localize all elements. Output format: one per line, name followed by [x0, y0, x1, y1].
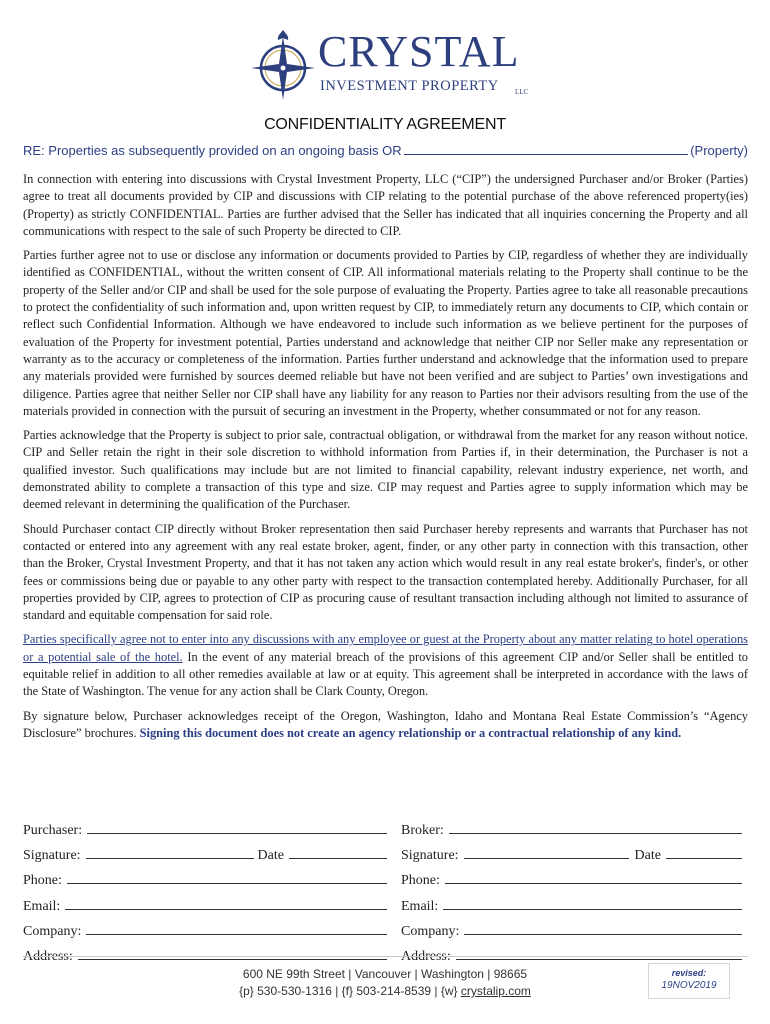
broker-company-input[interactable]	[464, 918, 742, 935]
broker-label: Broker:	[401, 823, 444, 838]
purchaser-email-field	[23, 893, 401, 918]
footer-contact: {p} 530-530-1316 | {f} 503-214-8539 | {w}	[239, 984, 461, 998]
broker-company-label: Company:	[401, 923, 460, 939]
purchaser-company-input[interactable]	[86, 918, 387, 935]
form-row-company	[23, 918, 748, 943]
document-title: CONFIDENTIALITY AGREEMENT	[264, 116, 506, 133]
purchaser-phone-input[interactable]	[67, 867, 387, 884]
broker-input[interactable]	[449, 817, 742, 834]
re-suffix: (Property)	[690, 143, 748, 158]
agreement-body	[23, 171, 748, 749]
broker-email-label: Email:	[401, 898, 439, 914]
property-blank-field[interactable]	[404, 142, 689, 155]
logo-llc: LLC	[515, 88, 529, 96]
no-contact-clause-link[interactable]: Parties specifically agree not to enter into any discussions with any employee or guest at the Property about any matter relating to hotel operations or a potential sale of the hotel.	[23, 632, 748, 664]
form-row-email	[23, 893, 748, 918]
paragraph-acknowledgement	[23, 708, 748, 743]
acknowledgement-text: By signature below, Purchaser acknowledges receipt of the Oregon, Washington, Idaho and Montana Real Estate Commission’s “Agency Disclosure” brochures.	[23, 708, 748, 740]
re-prefix: RE: Properties as subsequently provided on an ongoing basis OR	[23, 143, 402, 158]
paragraph-prior-sale: Parties acknowledge that the Property is subject to prior sale, contractual obligation, or withdrawal from the market for any reason without notice. CIP and Seller retain the right in their sole discretion to withhold information from Parties if, in their determination, the Purchaser is not a qualified investor. Such qualifications may include but are not limited to financial capability, relevant industry experience, net worth, and demonstrated ability to complete a transaction of this type and size. CIP may request and Parties agree to supply information which may be deemed relevant in determining the qualification of the Purchaser.	[23, 428, 748, 512]
purchaser-input[interactable]	[87, 817, 387, 834]
form-row-signature	[23, 842, 748, 867]
compass-star-icon	[250, 28, 316, 106]
purchaser-date-input[interactable]	[289, 842, 387, 859]
signature-form	[23, 817, 748, 968]
breach-text: In the event of any material breach of the provisions of this agreement CIP and/or Seller shall be entitled to equitable relief in addition to all other remedies available at law or at equity. This agreement shall be interpreted in accordance with the laws of the State of Washington. The venue for any action shall be Clark County, Oregon.	[23, 649, 749, 699]
broker-email-field	[401, 893, 748, 918]
form-row-names	[23, 817, 748, 842]
purchaser-company-field	[23, 918, 401, 943]
broker-phone-label: Phone:	[401, 873, 440, 889]
purchaser-email-label: Email:	[23, 898, 61, 914]
paragraph-breach	[23, 631, 748, 700]
broker-field	[401, 817, 748, 842]
agency-disclaimer: Signing this document does not create an agency relationship or a contractual relationship of any kind.	[139, 725, 682, 740]
purchaser-signature-field	[23, 842, 401, 867]
broker-phone-field	[401, 867, 748, 892]
paragraph-intro: In connection with entering into discussions with Crystal Investment Property, LLC (“CIP”) the undersigned Purchaser and/or Broker (Parties) agree to treat all documents provided by CIP and discussions with CIP relating to the potential purchase of the above referenced property(ies) (Property) as strictly CONFIDENTIAL. Parties are further advised that the Seller has indicated that all inquiries concerning the Property and all communications with respect to the sale of such Property be directed to CIP.	[23, 172, 748, 238]
footer-divider	[23, 956, 748, 957]
company-logo	[250, 28, 530, 106]
broker-email-input[interactable]	[443, 893, 742, 910]
footer-address: 600 NE 99th Street | Vancouver | Washington | 98665	[242, 967, 528, 981]
broker-address-label: Address:	[401, 949, 451, 965]
broker-date-label: Date	[634, 848, 661, 864]
purchaser-address-label: Address:	[23, 949, 73, 965]
re-line	[23, 142, 748, 158]
revision-stamp	[648, 963, 730, 999]
purchaser-address-input[interactable]	[78, 943, 387, 960]
logo-wordmark: CRYSTAL	[318, 27, 520, 76]
broker-signature-label: Signature:	[401, 848, 459, 864]
purchaser-label: Purchaser:	[23, 823, 83, 838]
paragraph-representation: Should Purchaser contact CIP directly without Broker representation then said Purchaser hereby represents and warrants that Purchaser has not contacted or entered into any agreement with any real estate broker, agent, finder, or any other party in connection with this transaction, other than the Broker, Crystal Investment Property, and that it has not taken any action which would result in any real estate broker's, finder's, or other fees or commissions being due or payable to any other party with respect to the transaction contemplated hereby. Additionally Purchaser, for all properties provided by CIP, agrees to protection of CIP as procuring cause of resultant transaction including although not limited to assurance of standard and equitable compensation for said role.	[23, 521, 748, 623]
purchaser-email-input[interactable]	[65, 893, 387, 910]
purchaser-phone-field	[23, 867, 401, 892]
purchaser-date-label: Date	[257, 848, 284, 864]
purchaser-phone-label: Phone:	[23, 873, 62, 889]
paragraph-nondisclosure: Parties further agree not to use or disclose any information or documents provided to Parties by CIP, regardless of whether they are individually identified as CONFIDENTIAL, without the written consent of CIP. All informational materials relating to the Property shall continue to be the property of the Seller and/or CIP and shall be used for the sole purpose of evaluating the Property. Parties agree to take all reasonable precautions to protect the confidentiality of such information and, upon written request by CIP, to immediately return any documents to CIP, which contain or reflect such Confidential Information. Although we have endeavored to include such information as we believe pertinent for the purposes of evaluation of the Property for investment potential, Parties understand and acknowledge that neither CIP nor Seller make any representation or warranty as to the accuracy or completeness of the information. Parties further understand and acknowledge that the information used to prepare any materials provided were furnished by sources deemed reliable but have not been verified and are subject to Parties’ own investigations and diligence. Parties agree that neither Seller nor CIP shall have any liability for any reason to Parties nor their advisors resulting from the use of the materials provided in connection with the pursuit of securing an investment in the Property, whether consummated or not for any reason.	[23, 248, 748, 418]
purchaser-company-label: Company:	[23, 923, 82, 939]
form-row-phone	[23, 867, 748, 892]
broker-signature-field	[401, 842, 748, 867]
purchaser-signature-label: Signature:	[23, 848, 81, 864]
broker-phone-input[interactable]	[445, 867, 742, 884]
website-link[interactable]: crystalip.com	[460, 984, 531, 998]
broker-company-field	[401, 918, 748, 943]
revision-date: 19NOV2019	[661, 980, 717, 991]
purchaser-signature-input[interactable]	[86, 842, 254, 859]
broker-date-input[interactable]	[666, 842, 742, 859]
purchaser-field	[23, 817, 401, 842]
logo-subtitle: INVESTMENT PROPERTY	[320, 78, 499, 94]
revision-label: revised:	[671, 968, 707, 978]
broker-signature-input[interactable]	[464, 842, 629, 859]
broker-address-input[interactable]	[456, 943, 742, 960]
